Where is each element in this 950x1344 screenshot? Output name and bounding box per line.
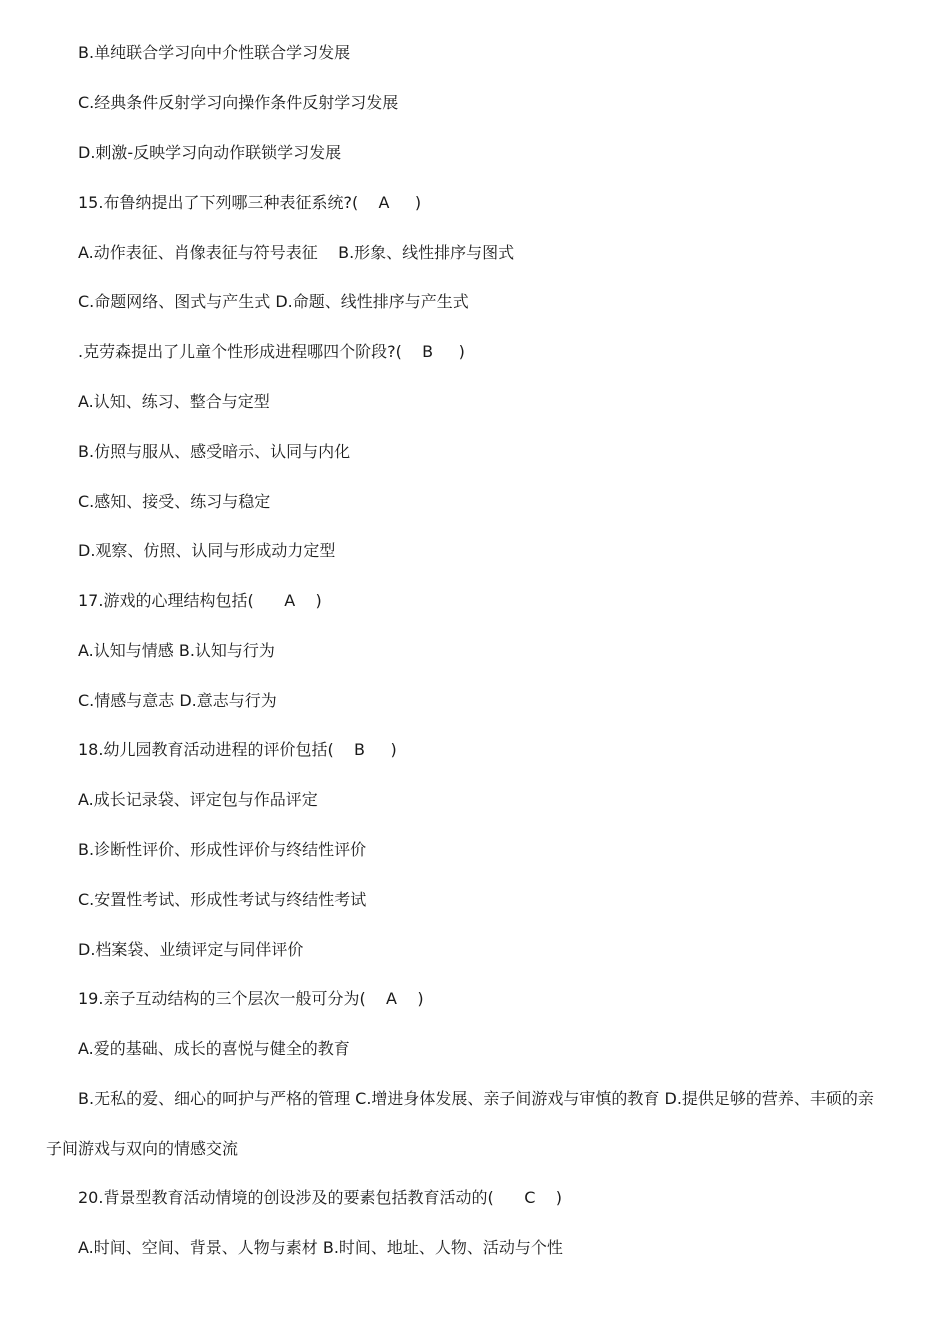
question-line: 15.布鲁纳提出了下列哪三种表征系统?( A )	[78, 193, 422, 212]
option-line: C.安置性考试、形成性考试与终结性考试	[78, 890, 367, 909]
question-line: 18.幼儿园教育活动进程的评价包括( B )	[78, 740, 397, 759]
option-line: C.命题网络、图式与产生式 D.命题、线性排序与产生式	[78, 292, 469, 311]
option-line: C.经典条件反射学习向操作条件反射学习发展	[78, 93, 399, 112]
question-line: 20.背景型教育活动情境的创设涉及的要素包括教育活动的( C )	[78, 1188, 562, 1207]
option-line: A.成长记录袋、评定包与作品评定	[78, 790, 318, 809]
option-line-continuation: 子间游戏与双向的情感交流	[46, 1139, 239, 1158]
option-line: A.认知、练习、整合与定型	[78, 392, 270, 411]
option-line: A.时间、空间、背景、人物与素材 B.时间、地址、人物、活动与个性	[78, 1238, 563, 1257]
option-line: D.刺激-反映学习向动作联锁学习发展	[78, 143, 342, 162]
option-line: A.认知与情感 B.认知与行为	[78, 641, 275, 660]
option-line: C.感知、接受、练习与稳定	[78, 492, 271, 511]
question-line: 17.游戏的心理结构包括( A )	[78, 591, 322, 610]
option-line: B.无私的爱、细心的呵护与严格的管理 C.增进身体发展、亲子间游戏与审慎的教育 D.提供足够的营养、丰硕的亲	[78, 1089, 874, 1108]
question-line: 19.亲子互动结构的三个层次一般可分为( A )	[78, 989, 424, 1008]
option-line: B.仿照与服从、感受暗示、认同与内化	[78, 442, 351, 461]
question-line: .克劳森提出了儿童个性形成进程哪四个阶段?( B )	[78, 342, 465, 361]
option-line: B.单纯联合学习向中介性联合学习发展	[78, 43, 351, 62]
option-line: B.诊断性评价、形成性评价与终结性评价	[78, 840, 367, 859]
option-line: C.情感与意志 D.意志与行为	[78, 691, 277, 710]
option-line: D.档案袋、业绩评定与同伴评价	[78, 940, 304, 959]
option-line: A.动作表征、肖像表征与符号表征 B.形象、线性排序与图式	[78, 243, 515, 262]
option-line: A.爱的基础、成长的喜悦与健全的教育	[78, 1039, 350, 1058]
option-line: D.观察、仿照、认同与形成动力定型	[78, 541, 336, 560]
